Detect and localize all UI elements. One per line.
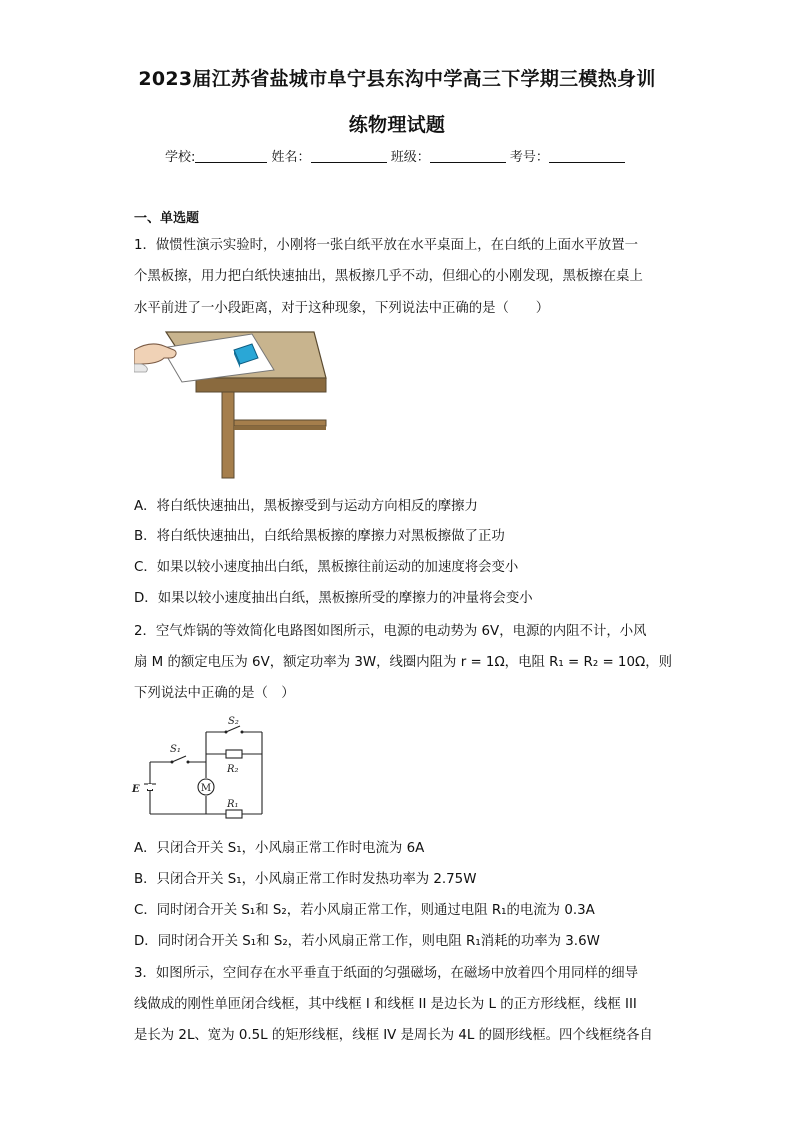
table-leg-front bbox=[222, 392, 234, 478]
resistor-r1-icon bbox=[226, 810, 242, 818]
r2-label: R₂ bbox=[227, 764, 239, 775]
q2-option-d[interactable]: D．同时闭合开关 S₁和 S₂，若小风扇正常工作，则电阻 R₁消耗的功率为 3.6W bbox=[134, 934, 600, 949]
class-blank[interactable] bbox=[430, 149, 506, 163]
motor-label: M bbox=[200, 783, 212, 794]
q2-stem-line3: 下列说法中正确的是（ ） bbox=[134, 686, 295, 701]
resistor-r2-icon bbox=[226, 750, 242, 758]
table-crossbar bbox=[234, 420, 326, 426]
number-label: 考号： bbox=[509, 150, 549, 165]
exam-title-line1: 2023届江苏省盐城市阜宁县东沟中学高三下学期三模热身训 bbox=[138, 68, 656, 90]
name-blank[interactable] bbox=[311, 149, 387, 163]
q1-option-b[interactable]: B．将白纸快速抽出，白纸给黑板擦的摩擦力对黑板擦做了正功 bbox=[134, 529, 505, 544]
s2-contact-dot bbox=[225, 731, 228, 734]
q2-stem-line1: 2．空气炸锅的等效简化电路图如图所示，电源的电动势为 6V，电源的内阻不计，小风 bbox=[134, 624, 647, 639]
q2-option-c[interactable]: C．同时闭合开关 S₁和 S₂，若小风扇正常工作，则通过电阻 R₁的电流为 0.3A bbox=[134, 903, 595, 918]
q3-stem-line3: 是长为 2L、宽为 0.5L 的矩形线框，线框 IV 是周长为 4L 的圆形线框。四个线框绕各自 bbox=[134, 1028, 653, 1043]
s1-contact-dot bbox=[171, 761, 174, 764]
number-blank[interactable] bbox=[549, 149, 625, 163]
table-crossbar-shadow bbox=[234, 426, 326, 430]
s2-contact-dot-2 bbox=[241, 731, 244, 734]
exam-title-line2: 练物理试题 bbox=[348, 114, 446, 136]
q2-stem-line2: 扇 M 的额定电压为 6V，额定功率为 3W，线圈内阻为 r = 1Ω，电阻 R₁ = R₂ = 10Ω，则 bbox=[134, 655, 672, 670]
hand-icon bbox=[134, 344, 176, 372]
s1-label: S₁ bbox=[170, 744, 181, 755]
q1-stem-line3: 水平前进了一小段距离，对于这种现象，下列说法中正确的是（ ） bbox=[134, 301, 550, 316]
q2-option-a[interactable]: A．只闭合开关 S₁，小风扇正常工作时电流为 6A bbox=[134, 841, 425, 856]
q1-stem-line2: 个黑板擦，用力把白纸快速抽出，黑板擦几乎不动，但细心的小刚发现，黑板擦在桌上 bbox=[134, 269, 643, 284]
r1-label: R₁ bbox=[227, 799, 239, 810]
q1-option-d[interactable]: D．如果以较小速度抽出白纸，黑板擦所受的摩擦力的冲量将会变小 bbox=[134, 591, 533, 606]
q2-option-b[interactable]: B．只闭合开关 S₁，小风扇正常工作时发热功率为 2.75W bbox=[134, 872, 477, 887]
e-label: E bbox=[132, 784, 140, 795]
q1-option-a[interactable]: A．将白纸快速抽出，黑板擦受到与运动方向相反的摩擦力 bbox=[134, 499, 478, 514]
table-front-edge bbox=[196, 378, 326, 392]
q1-stem-line1: 1．做惯性演示实验时，小刚将一张白纸平放在水平桌面上，在白纸的上面水平放置一 bbox=[134, 238, 638, 253]
q3-stem-line1: 3．如图所示，空间存在水平垂直于纸面的匀强磁场，在磁场中放着四个用同样的细导 bbox=[134, 966, 638, 981]
s2-label: S₂ bbox=[228, 716, 239, 727]
school-blank[interactable] bbox=[195, 149, 267, 163]
motor-icon bbox=[198, 779, 214, 795]
q1-desk-figure bbox=[134, 328, 334, 480]
section-title: 一、单选题 bbox=[134, 211, 200, 226]
q3-stem-line2: 线做成的刚性单匝闭合线框，其中线框 I 和线框 II 是边长为 L 的正方形线框，线框 III bbox=[134, 997, 637, 1012]
q1-option-c[interactable]: C．如果以较小速度抽出白纸，黑板擦往前运动的加速度将会变小 bbox=[134, 560, 519, 575]
class-label: 班级： bbox=[390, 150, 430, 165]
school-label: 学校: bbox=[165, 150, 196, 165]
s1-contact-dot-2 bbox=[187, 761, 190, 764]
student-info-row bbox=[165, 146, 625, 165]
q2-circuit-diagram bbox=[130, 712, 270, 820]
name-label: 姓名： bbox=[271, 150, 311, 165]
